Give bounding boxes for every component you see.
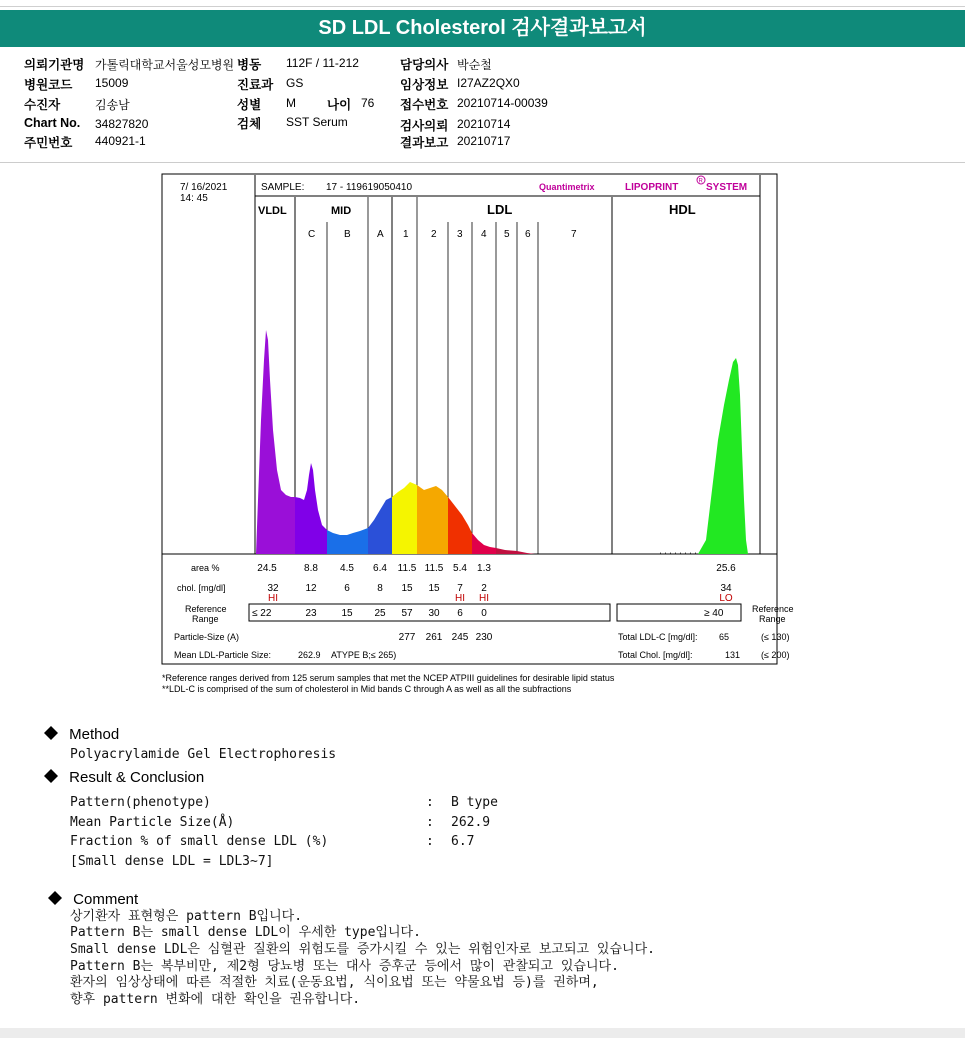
- comment-heading: Comment: [73, 891, 139, 908]
- header-value: 김송남: [95, 98, 130, 112]
- header-value: 가톨릭대학교서울성모병원: [95, 58, 235, 72]
- header-value: 박순철: [457, 58, 492, 72]
- comment-line: Small dense LDL은 심혈관 질환의 위험도를 증가시킬 수 있는 위험인자로 보고되고 있습니다.: [70, 942, 655, 957]
- header-key: 담당의사: [400, 58, 449, 72]
- comment-line: 향후 pattern 변화에 대한 확인을 권유합니다.: [70, 992, 361, 1007]
- chol-value: 6: [344, 583, 350, 594]
- particle-value: 230: [475, 632, 493, 643]
- bottom-band: [0, 1028, 965, 1038]
- row-chol-label: chol. [mg/dl]: [177, 583, 226, 593]
- header-value: 20210714-00039: [457, 96, 548, 110]
- particle-value: 261: [425, 632, 443, 643]
- chart-brand-main: LIPOPRINT: [625, 182, 679, 193]
- header-key: 병동: [237, 58, 262, 72]
- area-value: 1.3: [477, 563, 491, 574]
- area-value: 8.8: [304, 563, 318, 574]
- result-heading-row: [43, 768, 204, 786]
- flag-value: HI: [455, 593, 465, 604]
- mean-value: 262.9: [298, 650, 321, 660]
- header-key: Chart No.: [24, 116, 81, 130]
- area-value: 5.4: [453, 563, 467, 574]
- result-colon: :: [426, 815, 434, 830]
- result-value: B type: [451, 795, 498, 810]
- chart-time: 14: 45: [180, 193, 208, 204]
- ref-label-2: Range: [192, 614, 219, 624]
- flag-value: LO: [719, 593, 733, 604]
- header-key: 검사의뢰: [400, 119, 449, 133]
- total-ldlc-label: Total LDL-C [mg/dl]:: [618, 632, 698, 642]
- chart-brand-right: SYSTEM: [706, 182, 748, 193]
- total-chol-ref: (≤ 200): [761, 650, 790, 660]
- ref-value: 15: [341, 608, 353, 619]
- header-key: 진료과: [237, 78, 274, 92]
- comment-line: 환자의 임상상태에 따른 적절한 치료(운동요법, 식이요법 또는 약물요법 등)를 권하며,: [70, 975, 599, 990]
- report-title: SD LDL Cholesterol 검사결과보고서: [0, 10, 965, 47]
- particle-value: 245: [451, 632, 469, 643]
- result-label: Mean Particle Size(Å): [70, 815, 235, 830]
- header-key: 의뢰기관명: [24, 58, 85, 72]
- group-hdl: HDL: [669, 202, 696, 217]
- footnote-2: **LDL-C is comprised of the sum of cholesterol in Mid bands C through A as well as all the subfractions: [162, 684, 572, 694]
- flag-value: HI: [268, 593, 278, 604]
- row-area-label: area %: [191, 563, 220, 573]
- diamond-bullet-icon: [43, 725, 59, 741]
- header-key: 수진자: [24, 98, 61, 112]
- result-value: 6.7: [451, 834, 475, 849]
- flag-value: HI: [479, 593, 489, 604]
- band-label: 3: [457, 229, 463, 240]
- area-value: 6.4: [373, 563, 387, 574]
- ref-value: 0: [481, 608, 487, 619]
- band-label: 2: [431, 229, 437, 240]
- method-heading-row: [43, 725, 119, 743]
- result-value: 262.9: [451, 815, 491, 830]
- ref-label-right-1: Reference: [752, 604, 794, 614]
- mean-type: ATYPE B;≤ 265): [331, 650, 397, 660]
- group-mid: MID: [331, 205, 352, 217]
- chol-value: 2: [481, 583, 487, 594]
- band-label: C: [308, 229, 316, 240]
- header-value: GS: [286, 76, 304, 90]
- header-value: SST Serum: [286, 115, 348, 129]
- header-key: 성별: [237, 98, 262, 112]
- chol-value: 7: [457, 583, 463, 594]
- band-label: A: [377, 229, 384, 240]
- method-text: Polyacrylamide Gel Electrophoresis: [70, 747, 337, 762]
- band-label: B: [344, 229, 351, 240]
- header-value: 20210717: [457, 134, 511, 148]
- result-heading: Result & Conclusion: [69, 769, 205, 786]
- total-ldlc-ref: (≤ 130): [761, 632, 790, 642]
- area-value: 25.6: [716, 563, 736, 574]
- header-value: 34827820: [95, 117, 149, 131]
- chol-value: 15: [428, 583, 440, 594]
- ref-value: 6: [457, 608, 463, 619]
- chol-value: 15: [401, 583, 413, 594]
- result-note: [Small dense LDL = LDL3~7]: [70, 854, 274, 869]
- area-value: 24.5: [257, 563, 277, 574]
- group-ldl: LDL: [487, 202, 513, 217]
- method-heading: Method: [69, 726, 120, 743]
- ref-le: ≤ 22: [252, 608, 272, 619]
- chol-value: 8: [377, 583, 383, 594]
- chart-date: 7/ 16/2021: [180, 182, 228, 193]
- header-value: M: [286, 96, 296, 110]
- header-key: 결과보고: [400, 136, 449, 150]
- peak-segment: [417, 485, 448, 554]
- result-label: Fraction % of small dense LDL (%): [70, 834, 329, 849]
- ref-value: 23: [305, 608, 317, 619]
- band-label: 7: [571, 229, 577, 240]
- ref-value: 25: [374, 608, 386, 619]
- particle-label: Particle-Size (A): [174, 632, 240, 642]
- footnote-1: *Reference ranges derived from 125 serum samples that met the NCEP ATPIII guidelines for desirable lipid status: [162, 673, 615, 683]
- result-label: Pattern(phenotype): [70, 795, 211, 810]
- header-key: 접수번호: [400, 98, 449, 112]
- header-value: I27AZ2QX0: [457, 76, 520, 90]
- group-vldl: VLDL: [258, 205, 287, 217]
- chol-value: 32: [267, 583, 279, 594]
- ref-label-1: Reference: [185, 604, 227, 614]
- header-key: 임상정보: [400, 78, 449, 92]
- chart-brand-reg: R: [698, 178, 703, 185]
- total-ldlc: 65: [719, 632, 730, 642]
- header-key: 나이: [327, 98, 352, 112]
- header-value: 15009: [95, 76, 129, 90]
- header-value: 76: [361, 96, 375, 110]
- chart-sample-label: SAMPLE:: [261, 182, 305, 193]
- chol-value: 34: [720, 583, 732, 594]
- comment-line: Pattern B는 복부비만, 제2형 당뇨병 또는 대사 증후군 등에서 많이 관찰되고 있습니다.: [70, 959, 619, 974]
- chart-brand-left: Quantimetrix: [539, 182, 595, 192]
- comment-heading-row: [47, 890, 138, 908]
- chol-value: 12: [305, 583, 317, 594]
- comment-line: Pattern B는 small dense LDL이 우세한 type입니다.: [70, 925, 421, 940]
- chart-frame: [162, 174, 777, 664]
- diamond-bullet-icon: [47, 890, 63, 906]
- band-label: 4: [481, 229, 487, 240]
- comment-line: 상기환자 표현형은 pattern B입니다.: [70, 909, 303, 924]
- band-label: 1: [403, 229, 409, 240]
- area-value: 4.5: [340, 563, 354, 574]
- total-chol: 131: [725, 650, 741, 660]
- result-colon: :: [426, 834, 434, 849]
- ref-label-right-2: Range: [759, 614, 786, 624]
- ref-value: 30: [428, 608, 440, 619]
- header-value: 112F / 11-212: [286, 56, 359, 70]
- diamond-bullet-icon: [43, 768, 59, 784]
- area-value: 11.5: [424, 563, 444, 574]
- header-key: 검체: [237, 117, 262, 131]
- header-value: 20210714: [457, 117, 511, 131]
- ref-value: 57: [401, 608, 413, 619]
- area-value: 11.5: [397, 563, 417, 574]
- band-label: 6: [525, 229, 531, 240]
- ref-hdl: ≥ 40: [704, 608, 724, 619]
- band-label: 5: [504, 229, 510, 240]
- total-chol-label: Total Chol. [mg/dl]:: [618, 650, 693, 660]
- chart-sample-id: 17 - 119619050410: [326, 182, 413, 193]
- mean-label: Mean LDL-Particle Size:: [174, 650, 272, 660]
- header-key: 병원코드: [24, 78, 73, 92]
- header-value: 440921-1: [95, 134, 146, 148]
- header-key: 주민번호: [24, 136, 73, 150]
- particle-value: 277: [398, 632, 416, 643]
- result-colon: :: [426, 795, 434, 810]
